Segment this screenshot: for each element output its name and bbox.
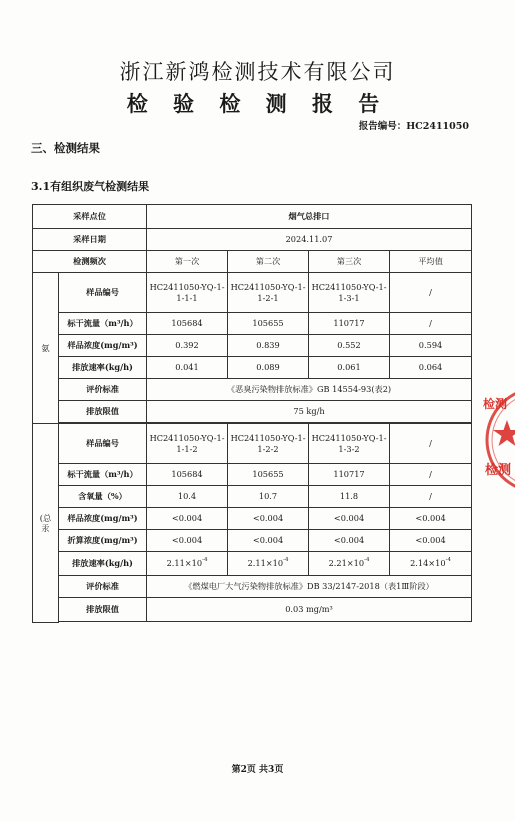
g2-conv-2: <0.004 (228, 530, 309, 552)
g2-rate-2-exp: -4 (283, 557, 289, 564)
g2-conv-3: <0.004 (309, 530, 390, 552)
pollutant-mercury (33, 424, 59, 623)
g2-sample-no-3: HC2411050-YQ-1-1-3-2 (309, 424, 390, 464)
g1-rate-label: 排放速率(kg/h) (59, 357, 147, 379)
g2-rate-3-exp: -4 (364, 557, 370, 564)
g1-conc-1: 0.392 (147, 335, 228, 357)
company-name: 浙江新鸿检测技术有限公司 (119, 60, 396, 84)
g2-conv-label: 折算浓度(mg/m³) (59, 530, 147, 552)
report-number: 报告编号：HC2411050 (358, 121, 469, 132)
freq-1: 第一次 (147, 251, 228, 273)
g2-flow-1: 105684 (147, 464, 228, 486)
g2-o2-label: 含氧量（%） (59, 486, 147, 508)
freq-avg: 平均值 (390, 251, 472, 273)
pollutant-mercury-line2: 汞 (41, 522, 50, 533)
sampling-date-label: 采样日期 (33, 229, 147, 251)
g2-conc-label: 样品浓度(mg/m³) (59, 508, 147, 530)
g2-rate-3 (309, 552, 390, 576)
g2-flow-label: 标干流量（m³/h） (59, 464, 147, 486)
g2-standard-label: 评价标准 (59, 576, 147, 598)
g2-rate-1 (147, 552, 228, 576)
g2-flow-avg: / (390, 464, 472, 486)
g2-rate-avg (390, 552, 472, 576)
g1-conc-3: 0.552 (309, 335, 390, 357)
g1-standard-label: 评价标准 (59, 379, 147, 401)
g1-standard-value: 《恶臭污染物排放标准》GB 14554-93(表2) (147, 379, 472, 401)
g2-limit-value: 0.03 mg/m³ (147, 598, 472, 622)
g2-sample-no-avg: / (390, 424, 472, 464)
g2-rate-2 (228, 552, 309, 576)
g2-rate-1-exp: -4 (202, 557, 208, 564)
g1-sample-no-avg: / (390, 273, 472, 313)
g2-sample-no-2: HC2411050-YQ-1-1-2-2 (228, 424, 309, 464)
g2-o2-3: 11.8 (309, 486, 390, 508)
g1-flow-3: 110717 (309, 313, 390, 335)
g1-conc-avg: 0.594 (390, 335, 472, 357)
section-title: 三、检测结果 (31, 141, 100, 155)
g1-limit-value: 75 kg/h (147, 401, 472, 423)
g2-rate-2-mantissa: 2.11×10 (247, 558, 284, 569)
sub-title: 3.1有组织废气检测结果 (31, 180, 150, 193)
g1-flow-2: 105655 (228, 313, 309, 335)
stamp-text-top: 检测 (483, 397, 508, 411)
g1-sample-no-1: HC2411050-YQ-1-1-1-1 (147, 273, 228, 313)
g1-flow-label: 标干流量（m³/h） (59, 313, 147, 335)
sampling-point-label: 采样点位 (33, 205, 147, 229)
pollutant-ammonia: 氨 (33, 273, 59, 424)
g2-flow-2: 105655 (228, 464, 309, 486)
g1-rate-1: 0.041 (147, 357, 228, 379)
g2-flow-3: 110717 (309, 464, 390, 486)
g2-conc-1: <0.004 (147, 508, 228, 530)
g2-standard-value: 《燃煤电厂大气污染物排放标准》DB 33/2147-2018（表1Ⅲ阶段） (147, 576, 472, 598)
results-table (32, 204, 472, 623)
g2-conc-3: <0.004 (309, 508, 390, 530)
g2-rate-1-mantissa: 2.11×10 (166, 558, 203, 569)
pollutant-mercury-line1: (总 (39, 512, 52, 523)
report-title: 检 验 检 测 报 告 (126, 91, 389, 116)
frequency-label: 检测频次 (33, 251, 147, 273)
g1-rate-2: 0.089 (228, 357, 309, 379)
g2-rate-avg-mantissa: 2.14×10 (410, 558, 446, 569)
g2-limit-label: 排放限值 (59, 598, 147, 622)
freq-2: 第二次 (228, 251, 309, 273)
g1-sample-no-3: HC2411050-YQ-1-1-3-1 (309, 273, 390, 313)
g1-conc-label: 样品浓度(mg/m³) (59, 335, 147, 357)
g1-rate-avg: 0.064 (390, 357, 472, 379)
g2-conv-avg: <0.004 (390, 530, 472, 552)
g1-sample-no-2: HC2411050-YQ-1-1-2-1 (228, 273, 309, 313)
sampling-date-value: 2024.11.07 (147, 229, 472, 251)
g2-rate-3-mantissa: 2.21×10 (328, 558, 365, 569)
g2-conc-2: <0.004 (228, 508, 309, 530)
g1-sample-no-label: 样品编号 (59, 273, 147, 313)
g2-conc-avg: <0.004 (390, 508, 472, 530)
inspection-seal-stamp (479, 380, 515, 500)
stamp-text-bottom: 检测 (485, 463, 512, 478)
g1-flow-avg: / (390, 313, 472, 335)
g1-limit-label: 排放限值 (59, 401, 147, 423)
g2-rate-avg-exp: -4 (445, 557, 451, 564)
sampling-point-value: 烟气总排口 (147, 205, 472, 229)
g2-o2-1: 10.4 (147, 486, 228, 508)
g1-rate-3: 0.061 (309, 357, 390, 379)
g2-sample-no-label: 样品编号 (59, 424, 147, 464)
g2-rate-label: 排放速率(kg/h) (59, 552, 147, 576)
g2-o2-avg: / (390, 486, 472, 508)
g2-sample-no-1: HC2411050-YQ-1-1-1-2 (147, 424, 228, 464)
g1-flow-1: 105684 (147, 313, 228, 335)
g2-o2-2: 10.7 (228, 486, 309, 508)
page-footer: 第2页 共3页 (231, 765, 284, 775)
g2-conv-1: <0.004 (147, 530, 228, 552)
freq-3: 第三次 (309, 251, 390, 273)
g1-conc-2: 0.839 (228, 335, 309, 357)
